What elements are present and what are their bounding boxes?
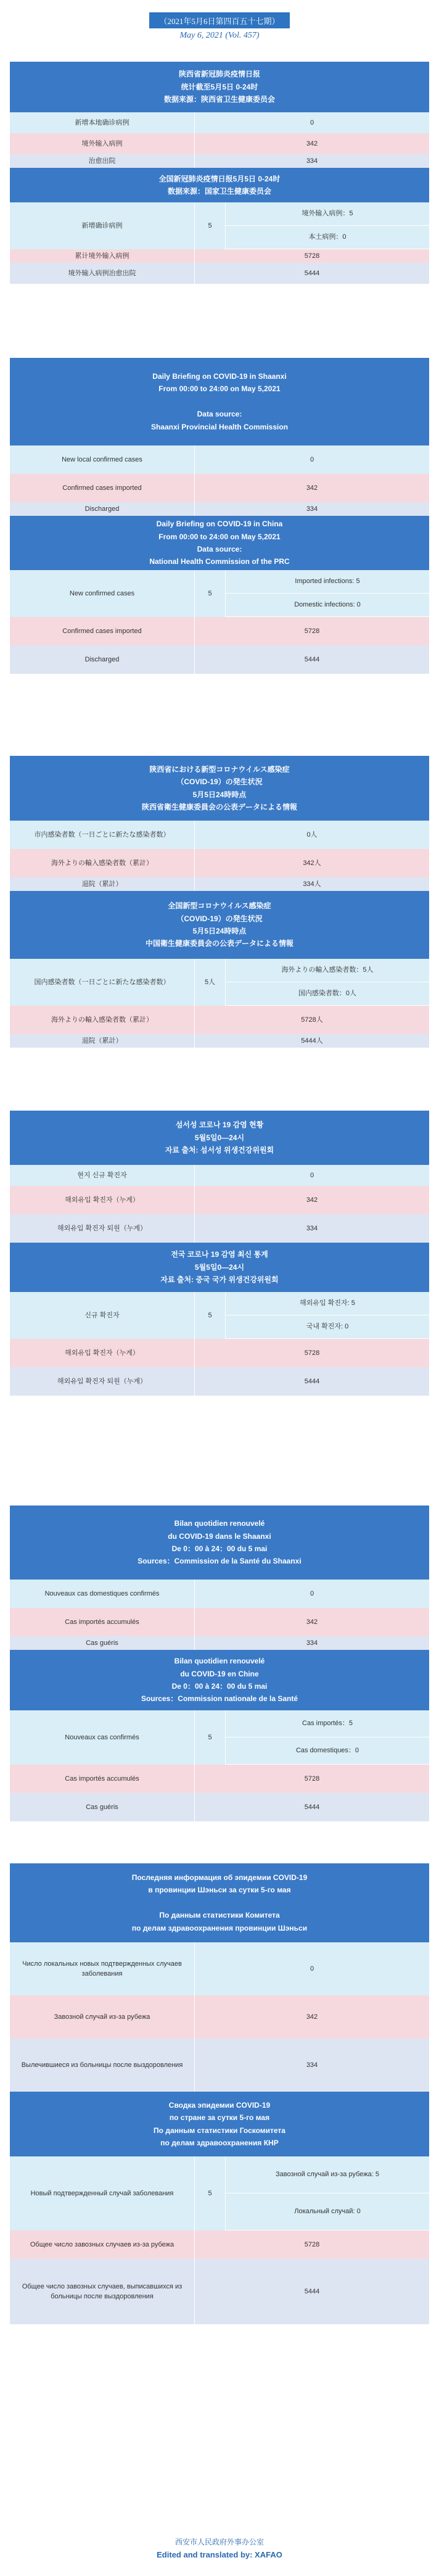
section-fr bbox=[10, 1505, 429, 1821]
row-cum-imported bbox=[10, 617, 429, 645]
row-discharged bbox=[10, 154, 429, 168]
row-label: 해외유입 확진자 퇴원（누계） bbox=[10, 1367, 195, 1396]
row-value: 5 bbox=[195, 2156, 226, 2230]
breakdown-imported: 해외유입 확진자: 5 bbox=[226, 1292, 429, 1315]
row-cum-discharged bbox=[10, 645, 429, 674]
row-value: 342 bbox=[195, 474, 429, 502]
row-value: 342 bbox=[195, 1608, 429, 1636]
row-value: 0 bbox=[195, 445, 429, 474]
breakdown-imported: 海外よりの輸入感染者数：5人 bbox=[226, 959, 429, 982]
title-line: Сводка эпидемии COVID-19 bbox=[168, 2100, 271, 2110]
row-label: 新增确诊病例 bbox=[10, 202, 195, 249]
title-line: 全国新型コロナウイルス感染症 bbox=[168, 901, 271, 911]
row-label: Discharged bbox=[10, 502, 195, 516]
title-line: （COVID-19）の発生状況 bbox=[176, 914, 263, 923]
row-value: 342人 bbox=[195, 849, 429, 877]
title-line bbox=[218, 396, 220, 408]
row-imported bbox=[10, 1995, 429, 2039]
row-cum-imported bbox=[10, 1006, 429, 1034]
row-label: Nouveaux cas confirmés bbox=[10, 1710, 195, 1765]
row-new-confirmed bbox=[10, 202, 429, 249]
title-line: по стране за сутки 5-го мая bbox=[169, 2113, 270, 2123]
china-title bbox=[10, 1650, 429, 1710]
row-label: Confirmed cases imported bbox=[10, 474, 195, 502]
row-label: Cas guéris bbox=[10, 1636, 195, 1650]
row-label: 市内感染者数（一日ごとに新たな感染者数） bbox=[10, 821, 195, 849]
breakdown bbox=[226, 570, 429, 617]
title-line: 5월5일0—24시 bbox=[194, 1262, 245, 1272]
title-line: From 00:00 to 24:00 on May 5,2021 bbox=[158, 532, 281, 541]
section-ja bbox=[10, 756, 429, 1048]
row-label: 해외유입 확진자（누계） bbox=[10, 1339, 195, 1367]
title-line: From 00:00 to 24:00 on May 5,2021 bbox=[158, 384, 281, 394]
title-line: （COVID-19）の発生状況 bbox=[176, 777, 263, 787]
row-value: 5 bbox=[195, 1710, 226, 1765]
title-line: Последняя информация об эпидемии COVID-19 bbox=[131, 1873, 308, 1882]
row-value: 342 bbox=[195, 1186, 429, 1214]
title-line: по делам здравоохранения КНР bbox=[160, 2138, 279, 2147]
row-cum-imported bbox=[10, 1765, 429, 1793]
row-value: 5人 bbox=[195, 959, 226, 1006]
row-cum-discharged bbox=[10, 263, 429, 284]
breakdown bbox=[226, 202, 429, 249]
breakdown-imported: 境外输入病例：5 bbox=[226, 202, 429, 226]
row-label: 境外输入病例 bbox=[10, 133, 195, 154]
breakdown-domestic: 国内感染者数：0人 bbox=[226, 982, 429, 1006]
row-label: 海外よりの輸入感染者数（累計） bbox=[10, 849, 195, 877]
shaanxi-title bbox=[10, 1505, 429, 1580]
shaanxi-title bbox=[10, 62, 429, 112]
title-line: 자료 출처: 섬서성 위생건강위원회 bbox=[165, 1146, 274, 1155]
title-line: Sources：Commission de la Santé du Shaanxi bbox=[137, 1557, 302, 1566]
row-discharged bbox=[10, 1214, 429, 1243]
row-label: New local confirmed cases bbox=[10, 445, 195, 474]
row-value: 334 bbox=[195, 502, 429, 516]
row-value: 5 bbox=[195, 202, 226, 249]
row-label: Cas guéris bbox=[10, 1793, 195, 1821]
row-label: Общее число завозных случаев, выписавшихся из больницы после выздоровления bbox=[10, 2259, 195, 2324]
row-imported bbox=[10, 1608, 429, 1636]
row-value: 334 bbox=[195, 1636, 429, 1650]
row-value: 0人 bbox=[195, 821, 429, 849]
row-label: Discharged bbox=[10, 645, 195, 674]
title-line: 섬서성 코로나 19 감염 현황 bbox=[175, 1120, 264, 1130]
row-label: Cas importés accumulés bbox=[10, 1608, 195, 1636]
title-line: De 0：00 à 24：00 du 5 mai bbox=[171, 1682, 268, 1691]
row-value: 5444 bbox=[195, 263, 429, 284]
row-cum-imported bbox=[10, 1339, 429, 1367]
row-imported bbox=[10, 1186, 429, 1214]
row-value: 334 bbox=[195, 2039, 429, 2092]
title-line: Data source: bbox=[197, 545, 242, 553]
title-line: 5月5日24時時点 bbox=[192, 790, 247, 799]
title-line: Daily Briefing on COVID-19 in Shaanxi bbox=[152, 372, 287, 381]
breakdown-imported: Imported infections: 5 bbox=[226, 570, 429, 594]
row-new-confirmed bbox=[10, 959, 429, 1006]
title-line: Sources：Commission nationale de la Santé bbox=[141, 1694, 298, 1704]
row-imported bbox=[10, 849, 429, 877]
breakdown-domestic: 국내 확진자: 0 bbox=[226, 1315, 429, 1339]
title-line: 陕西省新冠肺炎疫情日报 bbox=[178, 70, 260, 79]
breakdown-domestic: Cas domestiques：0 bbox=[226, 1737, 429, 1765]
row-value: 5 bbox=[195, 570, 226, 617]
row-label: 退院（累計） bbox=[10, 877, 195, 891]
row-discharged bbox=[10, 2039, 429, 2092]
title-line: du COVID-19 dans le Shaanxi bbox=[168, 1531, 271, 1541]
row-value: 5728 bbox=[195, 1339, 429, 1367]
title-line: 数据来源：国家卫生健康委员会 bbox=[167, 187, 271, 196]
title-line: Bilan quotidien renouvelé bbox=[174, 1657, 265, 1666]
row-new-local bbox=[10, 1942, 429, 1995]
breakdown-domestic: Domestic infections: 0 bbox=[226, 594, 429, 617]
title-line: 陝西省衛生健康委員会の公表データによる情報 bbox=[141, 802, 297, 811]
row-value: 5444 bbox=[195, 1793, 429, 1821]
row-value: 5444 bbox=[195, 1367, 429, 1396]
title-line: Shaanxi Provincial Health Commission bbox=[150, 422, 289, 431]
section-en bbox=[10, 358, 429, 674]
row-label: Cas importés accumulés bbox=[10, 1765, 195, 1793]
breakdown bbox=[226, 959, 429, 1006]
row-value: 5728 bbox=[195, 249, 429, 263]
row-label: Завозной случай из-за рубежа bbox=[10, 1995, 195, 2039]
title-line: по делам здравоохранения провинции Шэньси bbox=[131, 1923, 308, 1932]
row-label: 해외유입 확진자（누계） bbox=[10, 1186, 195, 1214]
shaanxi-title bbox=[10, 756, 429, 821]
title-line: 전국 코로나 19 감염 최신 통계 bbox=[171, 1250, 268, 1259]
row-cum-imported bbox=[10, 2230, 429, 2259]
footer-credit: Edited and translated by: XAFAO bbox=[157, 2550, 282, 2560]
row-label: 退院（累計） bbox=[10, 1034, 195, 1048]
row-label: Вылечившиеся из больницы после выздоровления bbox=[10, 2039, 195, 2092]
footer bbox=[0, 2536, 439, 2562]
title-line: По данным статистики Госкомитета bbox=[154, 2126, 285, 2135]
row-label: 治愈出院 bbox=[10, 154, 195, 168]
row-new-local bbox=[10, 445, 429, 474]
title-line: Data source: bbox=[197, 410, 242, 419]
row-label: Новый подтвержденный случай заболевания bbox=[10, 2156, 195, 2230]
title-line: 陝西省における新型コロナウイルス感染症 bbox=[149, 764, 290, 774]
issue-date-badge: （2021年5月6日第四百五十七期） bbox=[149, 12, 290, 28]
row-cum-discharged bbox=[10, 1793, 429, 1821]
row-value: 5728人 bbox=[195, 1006, 429, 1034]
row-label: Confirmed cases imported bbox=[10, 617, 195, 645]
title-line: du COVID-19 en Chine bbox=[180, 1669, 259, 1678]
row-cum-discharged bbox=[10, 1034, 429, 1048]
row-new-confirmed bbox=[10, 1710, 429, 1765]
china-title bbox=[10, 168, 429, 202]
row-value: 0 bbox=[195, 112, 429, 133]
row-imported bbox=[10, 474, 429, 502]
title-line bbox=[218, 1897, 220, 1909]
title-line: 5월5일0—24시 bbox=[194, 1133, 245, 1142]
breakdown-domestic: 本土病例：0 bbox=[226, 226, 429, 249]
row-discharged bbox=[10, 877, 429, 891]
title-line: 中国衛生健康委員会の公表データによる情報 bbox=[145, 939, 293, 948]
row-cum-imported bbox=[10, 249, 429, 263]
title-line: Bilan quotidien renouvelé bbox=[174, 1519, 265, 1528]
shaanxi-title bbox=[10, 358, 429, 445]
bulletin-header bbox=[0, 0, 439, 62]
row-new-confirmed bbox=[10, 570, 429, 617]
row-new-local bbox=[10, 1165, 429, 1186]
row-label: Общее число завозных случаев из-за рубежа bbox=[10, 2230, 195, 2259]
shaanxi-title bbox=[10, 1111, 429, 1165]
breakdown bbox=[226, 1710, 429, 1765]
china-title bbox=[10, 516, 429, 570]
row-discharged bbox=[10, 502, 429, 516]
row-value: 0 bbox=[195, 1580, 429, 1608]
row-label: 신규 확진자 bbox=[10, 1292, 195, 1339]
row-value: 5444人 bbox=[195, 1034, 429, 1048]
footer-org: 西安市人民政府外事办公室 bbox=[174, 2538, 264, 2546]
title-line: National Health Commission of the PRC bbox=[149, 557, 290, 566]
title-line: De 0：00 à 24：00 du 5 mai bbox=[171, 1544, 268, 1553]
row-new-local bbox=[10, 1580, 429, 1608]
row-label: 현지 신규 확진자 bbox=[10, 1165, 195, 1186]
row-label: 国内感染者数（一日ごとに新たな感染者数） bbox=[10, 959, 195, 1006]
title-line: 全国新冠肺炎疫情日报5月5日 0-24时 bbox=[158, 174, 281, 183]
breakdown-imported: Завозной случай из-за рубежа: 5 bbox=[226, 2156, 429, 2193]
breakdown bbox=[226, 1292, 429, 1339]
row-imported bbox=[10, 133, 429, 154]
title-line: По данным статистики Комитета bbox=[159, 1911, 280, 1920]
row-label: 海外よりの輸入感染者数（累計） bbox=[10, 1006, 195, 1034]
row-value: 0 bbox=[195, 1165, 429, 1186]
row-new-confirmed bbox=[10, 2156, 429, 2230]
breakdown bbox=[226, 2156, 429, 2230]
section-ru bbox=[10, 1863, 429, 2324]
breakdown-domestic: Локальный случай: 0 bbox=[226, 2193, 429, 2230]
breakdown-imported: Cas importés：5 bbox=[226, 1710, 429, 1737]
row-label: Nouveaux cas domestiques confirmés bbox=[10, 1580, 195, 1608]
title-line: 数据来源：陕西省卫生健康委员会 bbox=[163, 95, 275, 104]
row-value: 5728 bbox=[195, 1765, 429, 1793]
row-label: 境外输入病例治愈出院 bbox=[10, 263, 195, 284]
shaanxi-title bbox=[10, 1863, 429, 1942]
row-value: 5444 bbox=[195, 2259, 429, 2324]
row-label: 해외유입 확진자 퇴원（누계） bbox=[10, 1214, 195, 1243]
china-title bbox=[10, 2092, 429, 2156]
row-new-confirmed bbox=[10, 1292, 429, 1339]
row-value: 334 bbox=[195, 1214, 429, 1243]
title-line: 5月5日24時時点 bbox=[192, 927, 247, 935]
row-value: 0 bbox=[195, 1942, 429, 1995]
row-label: 累计境外输入病例 bbox=[10, 249, 195, 263]
row-value: 5728 bbox=[195, 617, 429, 645]
row-value: 5728 bbox=[195, 2230, 429, 2259]
row-value: 342 bbox=[195, 1995, 429, 2039]
china-title bbox=[10, 1243, 429, 1292]
row-new-local bbox=[10, 112, 429, 133]
row-value: 5 bbox=[195, 1292, 226, 1339]
row-label: 新增本地确诊病例 bbox=[10, 112, 195, 133]
row-value: 5444 bbox=[195, 645, 429, 674]
row-label: Число локальных новых подтвержденных случаев заболевания bbox=[10, 1942, 195, 1995]
title-line: 자료 출처: 중국 국가 위생건강위원회 bbox=[160, 1275, 279, 1285]
section-ko bbox=[10, 1111, 429, 1396]
title-line: 统计截至5月5日 0-24时 bbox=[181, 82, 258, 91]
row-new-local bbox=[10, 821, 429, 849]
title-line: Daily Briefing on COVID-19 in China bbox=[156, 520, 283, 529]
row-value: 342 bbox=[195, 133, 429, 154]
row-cum-discharged bbox=[10, 1367, 429, 1396]
section-zh bbox=[10, 62, 429, 284]
china-title bbox=[10, 891, 429, 959]
row-discharged bbox=[10, 1636, 429, 1650]
row-value: 334 bbox=[195, 154, 429, 168]
title-line: в провинции Шэньси за сутки 5-го мая bbox=[148, 1886, 291, 1895]
row-label: New confirmed cases bbox=[10, 570, 195, 617]
row-value: 334人 bbox=[195, 877, 429, 891]
row-cum-discharged bbox=[10, 2259, 429, 2324]
issue-volume: May 6, 2021 (Vol. 457) bbox=[179, 31, 260, 40]
